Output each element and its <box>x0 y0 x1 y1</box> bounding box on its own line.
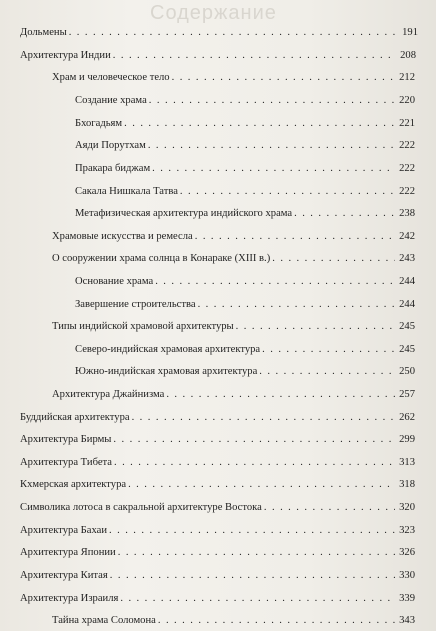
leader-dots <box>264 501 395 515</box>
toc-entry-title: Основание храма <box>75 276 154 287</box>
toc-entry <box>20 478 415 492</box>
toc-entry-page: 212 <box>399 72 415 83</box>
toc-entry-page: 299 <box>399 434 415 445</box>
toc-entry <box>52 388 415 402</box>
toc-entry-title: Кхмерская архитектура <box>20 479 127 490</box>
toc-entry-title: Завершение строительства <box>75 299 196 310</box>
toc-entry-page: 242 <box>399 231 415 242</box>
toc-entry-title: Северо-индийская храмовая архитектура <box>75 344 261 355</box>
toc-entry-page: 222 <box>399 163 415 174</box>
leader-dots <box>198 298 395 312</box>
leader-dots <box>113 433 395 447</box>
toc-entry <box>52 252 415 266</box>
toc-entry <box>20 524 415 538</box>
toc-entry <box>52 71 415 85</box>
leader-dots <box>124 117 395 131</box>
toc-entry-page: 221 <box>399 118 415 129</box>
toc-entry-title: Сакала Нишкала Татва <box>75 186 178 197</box>
toc-entry-title: Архитектура Бирмы <box>20 434 112 445</box>
toc-entry <box>52 614 415 628</box>
leader-dots <box>155 275 395 289</box>
toc-entry-title: Аяди Порутхам <box>75 140 146 151</box>
toc-entry-page: 318 <box>399 479 415 490</box>
leader-dots <box>149 94 395 108</box>
toc-entry <box>75 139 415 153</box>
toc-entry-title: О сооружении храма солнца в Конараке (XIII в.) <box>52 253 271 264</box>
toc-entry-page: 245 <box>399 321 415 332</box>
toc-entry-title: Храм и человеческое тело <box>52 72 170 83</box>
toc-entry-title: Дольмены <box>20 27 67 38</box>
leader-dots <box>118 546 395 560</box>
toc-entry-page: 243 <box>399 253 415 264</box>
leader-dots <box>259 365 395 379</box>
toc-entry-page: 244 <box>399 299 415 310</box>
toc-entry-page: 220 <box>399 95 415 106</box>
toc-entry <box>20 26 418 40</box>
toc-entry-title: Типы индийской храмовой архитектуры <box>52 321 234 332</box>
toc-entry-page: 257 <box>399 389 415 400</box>
toc-entry-title: Архитектура Израиля <box>20 593 119 604</box>
toc-entry-title: Буддийская архитектура <box>20 412 130 423</box>
toc-entry-title: Архитектура Бахаи <box>20 525 107 536</box>
toc-entry-title: Храмовые искусства и ремесла <box>52 231 193 242</box>
toc-entry-title: Символика лотоса в сакральной архитектуре Востока <box>20 502 262 513</box>
toc-entry-page: 326 <box>399 547 415 558</box>
leader-dots <box>120 592 395 606</box>
toc-entry-page: 191 <box>402 27 418 38</box>
leader-dots <box>69 26 398 40</box>
leader-dots <box>109 524 395 538</box>
toc-entry <box>75 343 415 357</box>
toc-entry-page: 320 <box>399 502 415 513</box>
toc-entry <box>75 275 415 289</box>
toc-entry-title: Создание храма <box>75 95 147 106</box>
toc-entry-page: 245 <box>399 344 415 355</box>
toc-entry-title: Архитектура Японии <box>20 547 116 558</box>
toc-entry-title: Бхогадьям <box>75 118 123 129</box>
toc-entry-title: Пракара биджам <box>75 163 151 174</box>
leader-dots <box>262 343 395 357</box>
toc-entry <box>20 456 415 470</box>
leader-dots <box>172 71 395 85</box>
leader-dots <box>110 569 395 583</box>
toc-entry <box>20 569 415 583</box>
toc-entry <box>52 320 415 334</box>
bleed-through-heading: Содержание <box>150 2 277 24</box>
toc-entry <box>75 94 415 108</box>
toc-entry-page: 250 <box>399 366 415 377</box>
leader-dots <box>272 252 395 266</box>
toc-entry-page: 343 <box>399 615 415 626</box>
toc-entry-page: 208 <box>400 50 416 61</box>
toc-entry <box>20 501 415 515</box>
toc-entry-page: 323 <box>399 525 415 536</box>
toc-entry <box>20 546 415 560</box>
toc-entry-title: Метафизическая архитектура индийского храма <box>75 208 293 219</box>
toc-entry-title: Архитектура Китая <box>20 570 108 581</box>
toc-entry-page: 330 <box>399 570 415 581</box>
toc-entry-page: 244 <box>399 276 415 287</box>
leader-dots <box>114 456 395 470</box>
toc-entry <box>75 117 415 131</box>
toc-entry-page: 238 <box>399 208 415 219</box>
toc-entry-title: Тайна храма Соломона <box>52 615 156 626</box>
leader-dots <box>166 388 395 402</box>
leader-dots <box>158 614 395 628</box>
toc-entry-page: 222 <box>399 186 415 197</box>
leader-dots <box>128 478 395 492</box>
toc-entry <box>75 185 415 199</box>
toc-entry-page: 313 <box>399 457 415 468</box>
toc-entry <box>75 365 415 379</box>
toc-entry <box>75 207 415 221</box>
toc-entry-title: Архитектура Джайнизма <box>52 389 165 400</box>
toc-entry-page: 339 <box>399 593 415 604</box>
leader-dots <box>132 411 395 425</box>
leader-dots <box>294 207 395 221</box>
toc-entry <box>20 411 415 425</box>
toc-entry <box>75 298 415 312</box>
toc-entry-title: Архитектура Индии <box>20 50 111 61</box>
toc-entry-title: Архитектура Тибета <box>20 457 112 468</box>
toc-entry <box>20 592 415 606</box>
toc-entry-title: Южно-индийская храмовая архитектура <box>75 366 258 377</box>
toc-entry <box>75 162 415 176</box>
leader-dots <box>148 139 395 153</box>
toc-entry <box>20 49 416 63</box>
leader-dots <box>180 185 395 199</box>
toc-entry <box>20 433 415 447</box>
toc-entry <box>52 230 415 244</box>
leader-dots <box>236 320 395 334</box>
leader-dots <box>195 230 395 244</box>
leader-dots <box>152 162 395 176</box>
toc-entry-page: 262 <box>399 412 415 423</box>
toc-entry-page: 222 <box>399 140 415 151</box>
leader-dots <box>113 49 396 63</box>
